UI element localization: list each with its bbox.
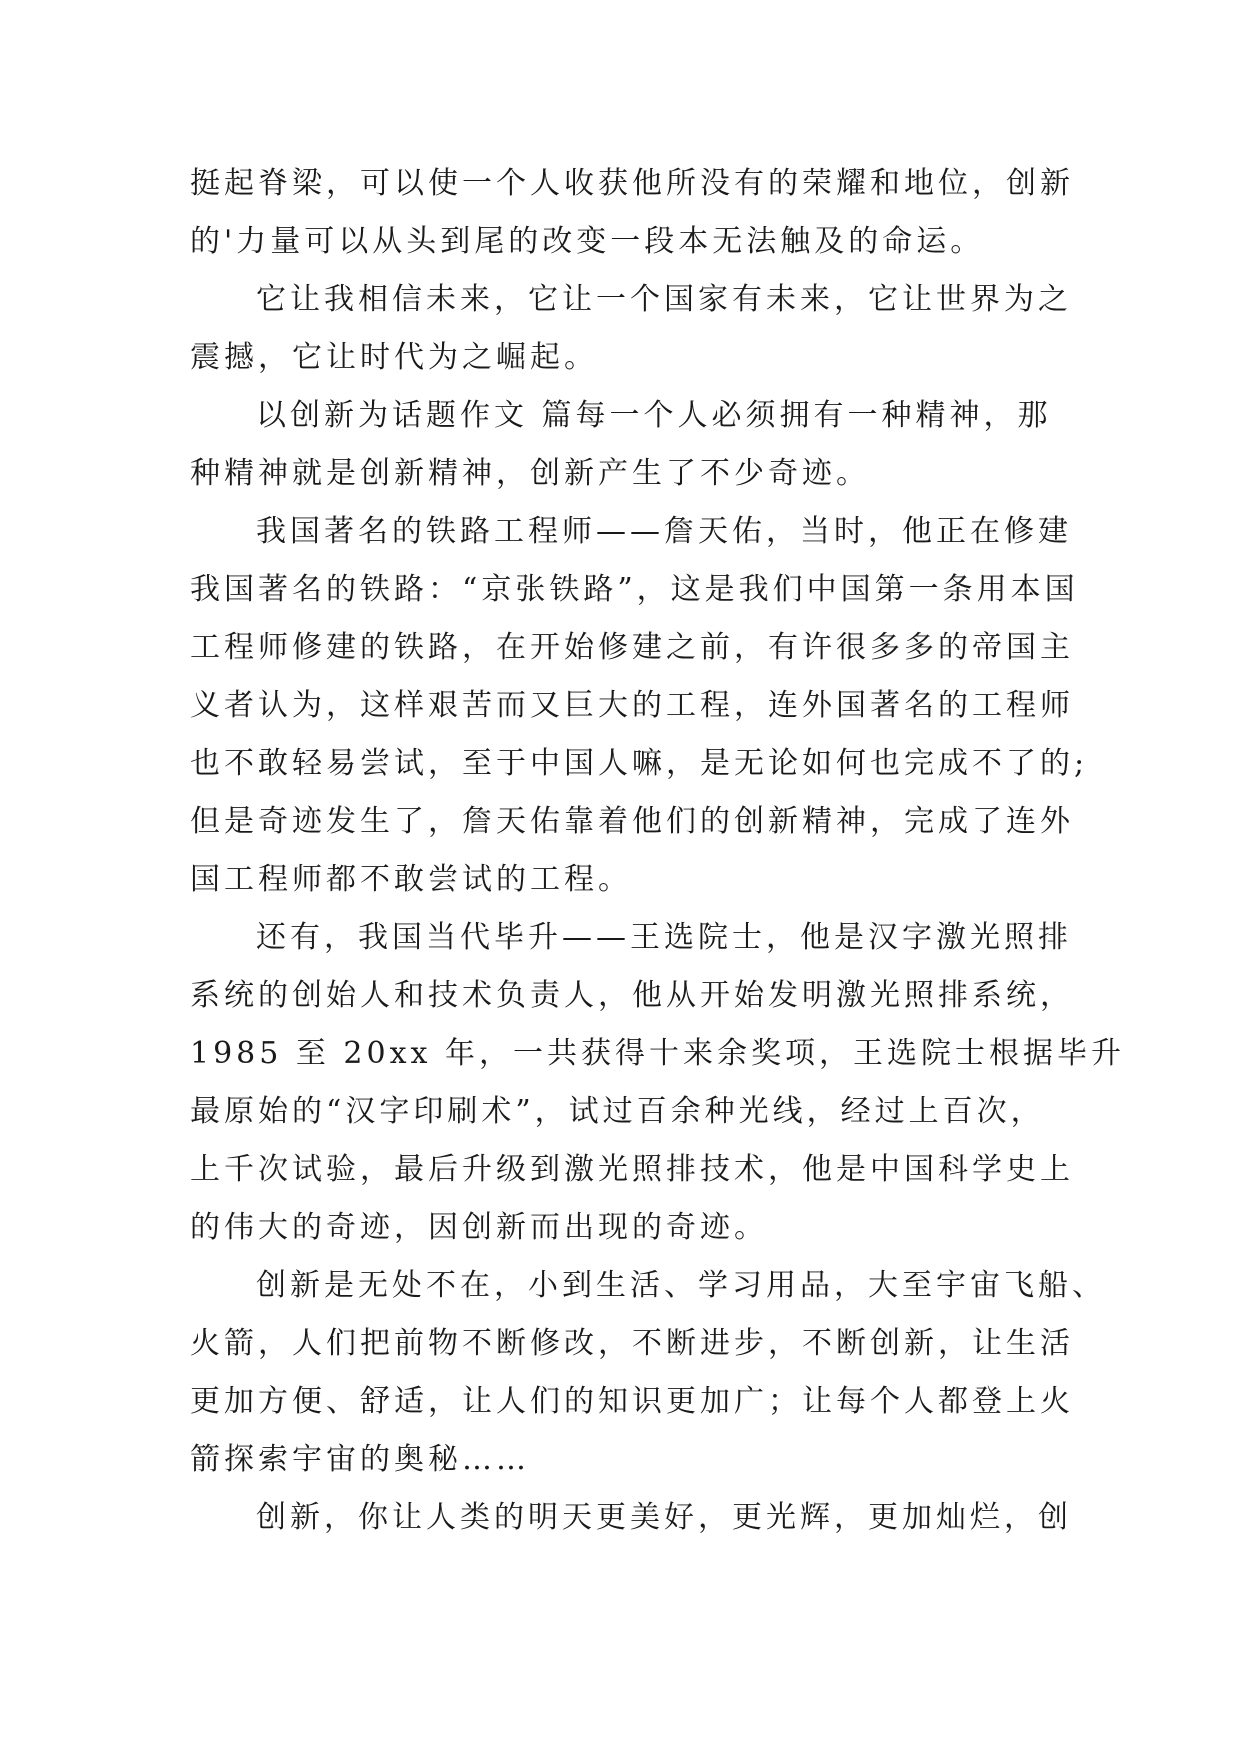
text-line: 义者认为，这样艰苦而又巨大的工程，连外国著名的工程师 <box>190 688 1074 723</box>
text-line: 国工程师都不敢尝试的工程。 <box>190 862 632 897</box>
text-line: 我国著名的铁路工程师——詹天佑，当时，他正在修建 <box>256 514 1072 549</box>
text-line: 还有，我国当代毕升——王选院士，他是汉字激光照排 <box>256 920 1072 955</box>
text-line: 它让我相信未来，它让一个国家有未来，它让世界为之 <box>256 282 1072 317</box>
text-line: 以创新为话题作文 篇每一个人必须拥有一种精神，那 <box>256 398 1052 433</box>
text-line: 火箭，人们把前物不断修改，不断进步，不断创新，让生活 <box>190 1326 1074 1361</box>
text-line: 种精神就是创新精神，创新产生了不少奇迹。 <box>190 456 870 491</box>
text-line: 我国著名的铁路：“京张铁路”，这是我们中国第一条用本国 <box>190 572 1079 607</box>
text-line: 震撼，它让时代为之崛起。 <box>190 340 598 375</box>
text-line: 工程师修建的铁路，在开始修建之前，有许很多多的帝国主 <box>190 630 1074 665</box>
text-line: 但是奇迹发生了，詹天佑靠着他们的创新精神，完成了连外 <box>190 804 1074 839</box>
text-line: 箭探索宇宙的奥秘…… <box>190 1442 530 1477</box>
body-text <box>190 155 1125 1547</box>
text-line: 更加方便、舒适，让人们的知识更加广；让每个人都登上火 <box>190 1384 1074 1419</box>
text-line: 的'力量可以从头到尾的改变一段本无法触及的命运。 <box>190 224 985 259</box>
text-line: 最原始的“汉字印刷术”，试过百余种光线，经过上百次， <box>190 1094 1045 1129</box>
text-line: 上千次试验，最后升级到激光照排技术，他是中国科学史上 <box>190 1152 1074 1187</box>
text-line: 挺起脊梁，可以使一个人收获他所没有的荣耀和地位，创新 <box>190 166 1074 201</box>
text-line: 系统的创始人和技术负责人，他从开始发明激光照排系统， <box>190 978 1074 1013</box>
text-line: 创新，你让人类的明天更美好，更光辉，更加灿烂，创 <box>256 1500 1072 1535</box>
text-line: 创新是无处不在，小到生活、学习用品，大至宇宙飞船、 <box>256 1268 1106 1303</box>
text-line: 的伟大的奇迹，因创新而出现的奇迹。 <box>190 1210 768 1245</box>
text-line: 1985 至 20xx 年，一共获得十来余奖项，王选院士根据毕升 <box>190 1036 1125 1071</box>
text-line: 也不敢轻易尝试，至于中国人嘛，是无论如何也完成不了的; <box>190 746 1089 781</box>
